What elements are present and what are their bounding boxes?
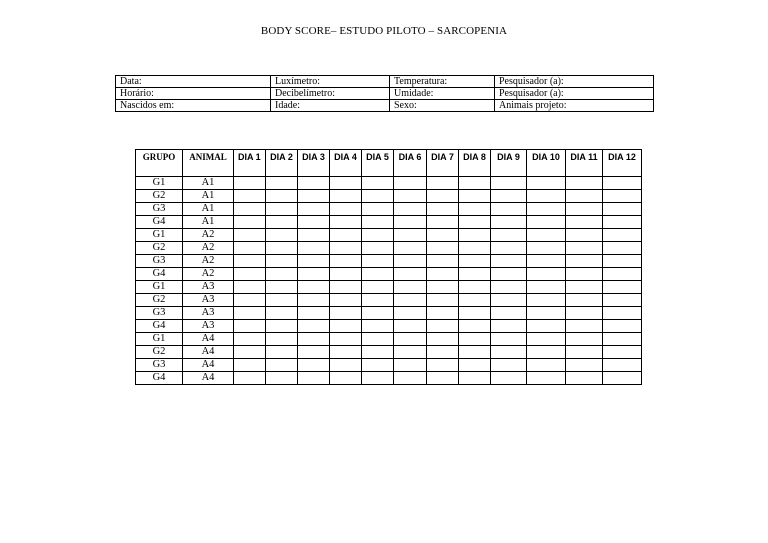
cell-dia-6[interactable] [394,255,427,268]
cell-dia-7[interactable] [427,242,459,255]
score-table-body [136,177,642,385]
cell-dia-4[interactable] [330,203,362,216]
cell-dia-8[interactable] [459,216,491,229]
cell-dia-8[interactable] [459,307,491,320]
cell-grupo: G2 [136,294,183,307]
cell-dia-8[interactable] [459,359,491,372]
cell-dia-8[interactable] [459,294,491,307]
cell-grupo: G4 [136,372,183,385]
cell-dia-9[interactable] [491,203,527,216]
cell-grupo: G2 [136,242,183,255]
info-row [116,100,654,112]
cell-dia-3[interactable] [298,203,330,216]
cell-dia-12[interactable] [603,190,642,203]
info-row [116,76,654,88]
cell-grupo: G4 [136,216,183,229]
cell-dia-7[interactable] [427,203,459,216]
info-cell-sex: Sexo: [390,100,495,112]
cell-animal: A2 [183,242,234,255]
cell-dia-2[interactable] [266,268,298,281]
cell-dia-3[interactable] [298,307,330,320]
cell-dia-3[interactable] [298,255,330,268]
cell-dia-2[interactable] [266,320,298,333]
cell-dia-5[interactable] [362,190,394,203]
cell-dia-11[interactable] [566,359,603,372]
cell-dia-2[interactable] [266,177,298,190]
table-row [136,268,642,281]
info-cell-project-animals: Animais projeto: [495,100,654,112]
cell-dia-1[interactable] [234,177,266,190]
cell-dia-9[interactable] [491,268,527,281]
table-row [136,242,642,255]
table-row [136,359,642,372]
cell-dia-8[interactable] [459,177,491,190]
table-row [136,229,642,242]
cell-dia-11[interactable] [566,229,603,242]
cell-dia-11[interactable] [566,320,603,333]
cell-dia-6[interactable] [394,203,427,216]
cell-dia-11[interactable] [566,307,603,320]
cell-dia-4[interactable] [330,359,362,372]
info-cell-time: Horário: [116,88,271,100]
cell-dia-2[interactable] [266,203,298,216]
header-animal: ANIMAL [183,150,234,177]
cell-dia-11[interactable] [566,333,603,346]
info-row [116,88,654,100]
cell-dia-8[interactable] [459,320,491,333]
cell-dia-4[interactable] [330,372,362,385]
cell-dia-6[interactable] [394,229,427,242]
cell-dia-1[interactable] [234,268,266,281]
cell-dia-8[interactable] [459,190,491,203]
cell-dia-3[interactable] [298,281,330,294]
cell-dia-10[interactable] [527,307,566,320]
cell-dia-10[interactable] [527,346,566,359]
cell-dia-10[interactable] [527,242,566,255]
cell-animal: A1 [183,203,234,216]
cell-dia-3[interactable] [298,229,330,242]
cell-dia-10[interactable] [527,320,566,333]
cell-dia-10[interactable] [527,255,566,268]
cell-grupo: G4 [136,320,183,333]
cell-dia-10[interactable] [527,203,566,216]
cell-dia-11[interactable] [566,281,603,294]
cell-grupo: G3 [136,359,183,372]
cell-dia-8[interactable] [459,268,491,281]
header-dia-1: DIA 1 [234,150,266,177]
cell-dia-7[interactable] [427,255,459,268]
cell-dia-8[interactable] [459,372,491,385]
cell-dia-9[interactable] [491,255,527,268]
cell-animal: A2 [183,229,234,242]
cell-dia-8[interactable] [459,346,491,359]
cell-dia-5[interactable] [362,307,394,320]
cell-dia-2[interactable] [266,229,298,242]
cell-dia-3[interactable] [298,294,330,307]
cell-dia-4[interactable] [330,307,362,320]
cell-dia-7[interactable] [427,294,459,307]
cell-dia-7[interactable] [427,372,459,385]
cell-dia-2[interactable] [266,307,298,320]
table-row [136,333,642,346]
cell-animal: A3 [183,281,234,294]
cell-dia-5[interactable] [362,372,394,385]
cell-dia-10[interactable] [527,229,566,242]
cell-dia-1[interactable] [234,359,266,372]
cell-dia-3[interactable] [298,242,330,255]
cell-dia-3[interactable] [298,346,330,359]
cell-dia-9[interactable] [491,320,527,333]
cell-dia-1[interactable] [234,203,266,216]
header-dia-11: DIA 11 [566,150,603,177]
info-cell-researcher: Pesquisador (a): [495,88,654,100]
info-cell-age: Idade: [271,100,390,112]
cell-dia-9[interactable] [491,307,527,320]
cell-dia-12[interactable] [603,372,642,385]
cell-dia-12[interactable] [603,216,642,229]
cell-dia-9[interactable] [491,333,527,346]
cell-dia-12[interactable] [603,229,642,242]
cell-dia-10[interactable] [527,281,566,294]
cell-dia-1[interactable] [234,216,266,229]
cell-dia-1[interactable] [234,255,266,268]
cell-dia-10[interactable] [527,268,566,281]
cell-dia-12[interactable] [603,281,642,294]
cell-grupo: G2 [136,190,183,203]
header-dia-6: DIA 6 [394,150,427,177]
cell-grupo: G1 [136,333,183,346]
table-row [136,255,642,268]
header-dia-2: DIA 2 [266,150,298,177]
cell-dia-12[interactable] [603,268,642,281]
cell-animal: A3 [183,320,234,333]
document-title: BODY SCORE– ESTUDO PILOTO – SARCOPENIA [260,25,508,37]
cell-dia-11[interactable] [566,203,603,216]
cell-dia-5[interactable] [362,268,394,281]
cell-dia-12[interactable] [603,346,642,359]
info-cell-decibel-meter: Decibelímetro: [271,88,390,100]
cell-dia-9[interactable] [491,242,527,255]
cell-dia-8[interactable] [459,333,491,346]
cell-dia-7[interactable] [427,177,459,190]
score-table-header [136,150,642,177]
cell-grupo: G1 [136,281,183,294]
cell-dia-12[interactable] [603,294,642,307]
cell-dia-11[interactable] [566,346,603,359]
cell-dia-5[interactable] [362,203,394,216]
cell-dia-5[interactable] [362,242,394,255]
cell-dia-6[interactable] [394,307,427,320]
cell-dia-6[interactable] [394,190,427,203]
header-dia-5: DIA 5 [362,150,394,177]
cell-dia-9[interactable] [491,372,527,385]
table-row [136,177,642,190]
cell-dia-7[interactable] [427,307,459,320]
cell-dia-1[interactable] [234,333,266,346]
cell-dia-9[interactable] [491,190,527,203]
cell-animal: A2 [183,255,234,268]
cell-dia-2[interactable] [266,294,298,307]
cell-dia-4[interactable] [330,177,362,190]
cell-dia-5[interactable] [362,216,394,229]
cell-dia-3[interactable] [298,320,330,333]
cell-grupo: G3 [136,255,183,268]
cell-dia-10[interactable] [527,177,566,190]
table-row [136,294,642,307]
cell-dia-4[interactable] [330,190,362,203]
cell-dia-6[interactable] [394,268,427,281]
cell-dia-9[interactable] [491,281,527,294]
cell-dia-6[interactable] [394,372,427,385]
cell-dia-5[interactable] [362,177,394,190]
table-row [136,320,642,333]
cell-dia-6[interactable] [394,177,427,190]
cell-dia-9[interactable] [491,177,527,190]
cell-dia-4[interactable] [330,255,362,268]
table-row [136,307,642,320]
cell-dia-9[interactable] [491,216,527,229]
info-table [115,75,654,112]
cell-dia-2[interactable] [266,346,298,359]
cell-animal: A1 [183,190,234,203]
cell-dia-3[interactable] [298,216,330,229]
table-row [136,281,642,294]
cell-dia-11[interactable] [566,190,603,203]
cell-dia-2[interactable] [266,216,298,229]
header-dia-10: DIA 10 [527,150,566,177]
header-dia-7: DIA 7 [427,150,459,177]
cell-dia-5[interactable] [362,294,394,307]
cell-dia-6[interactable] [394,216,427,229]
cell-animal: A4 [183,359,234,372]
cell-dia-1[interactable] [234,346,266,359]
cell-dia-7[interactable] [427,359,459,372]
cell-dia-1[interactable] [234,307,266,320]
cell-dia-3[interactable] [298,268,330,281]
cell-dia-10[interactable] [527,294,566,307]
cell-dia-4[interactable] [330,216,362,229]
cell-animal: A4 [183,372,234,385]
cell-dia-7[interactable] [427,320,459,333]
cell-dia-3[interactable] [298,333,330,346]
cell-dia-9[interactable] [491,294,527,307]
cell-dia-8[interactable] [459,229,491,242]
cell-dia-12[interactable] [603,177,642,190]
info-cell-temperature: Temperatura: [390,76,495,88]
header-dia-4: DIA 4 [330,150,362,177]
cell-grupo: G3 [136,203,183,216]
cell-dia-5[interactable] [362,281,394,294]
cell-dia-6[interactable] [394,346,427,359]
cell-dia-11[interactable] [566,372,603,385]
cell-dia-12[interactable] [603,320,642,333]
cell-animal: A1 [183,216,234,229]
cell-dia-3[interactable] [298,190,330,203]
cell-dia-7[interactable] [427,268,459,281]
cell-dia-1[interactable] [234,294,266,307]
cell-grupo: G1 [136,229,183,242]
cell-dia-6[interactable] [394,333,427,346]
cell-dia-12[interactable] [603,333,642,346]
cell-dia-4[interactable] [330,242,362,255]
cell-dia-2[interactable] [266,333,298,346]
header-dia-3: DIA 3 [298,150,330,177]
table-row [136,346,642,359]
cell-dia-5[interactable] [362,255,394,268]
cell-dia-4[interactable] [330,333,362,346]
cell-dia-1[interactable] [234,190,266,203]
cell-dia-7[interactable] [427,346,459,359]
cell-dia-10[interactable] [527,359,566,372]
table-row [136,203,642,216]
cell-dia-5[interactable] [362,333,394,346]
cell-dia-11[interactable] [566,177,603,190]
cell-animal: A3 [183,294,234,307]
cell-dia-2[interactable] [266,372,298,385]
cell-dia-7[interactable] [427,190,459,203]
cell-animal: A1 [183,177,234,190]
cell-dia-1[interactable] [234,320,266,333]
cell-grupo: G2 [136,346,183,359]
cell-dia-2[interactable] [266,359,298,372]
info-cell-humidity: Umidade: [390,88,495,100]
cell-dia-2[interactable] [266,255,298,268]
cell-grupo: G4 [136,268,183,281]
cell-dia-5[interactable] [362,359,394,372]
cell-dia-3[interactable] [298,372,330,385]
cell-dia-2[interactable] [266,242,298,255]
cell-dia-12[interactable] [603,242,642,255]
cell-dia-9[interactable] [491,229,527,242]
cell-dia-11[interactable] [566,268,603,281]
header-grupo: GRUPO [136,150,183,177]
cell-dia-6[interactable] [394,242,427,255]
cell-animal: A2 [183,268,234,281]
cell-dia-12[interactable] [603,307,642,320]
cell-grupo: G3 [136,307,183,320]
cell-dia-2[interactable] [266,190,298,203]
info-cell-date: Data: [116,76,271,88]
cell-dia-1[interactable] [234,229,266,242]
info-cell-luximeter: Luxímetro: [271,76,390,88]
cell-dia-9[interactable] [491,346,527,359]
cell-dia-9[interactable] [491,359,527,372]
cell-dia-12[interactable] [603,359,642,372]
cell-dia-8[interactable] [459,242,491,255]
table-row [136,372,642,385]
cell-dia-12[interactable] [603,203,642,216]
cell-dia-4[interactable] [330,281,362,294]
score-table [135,149,642,385]
cell-dia-4[interactable] [330,320,362,333]
info-cell-researcher: Pesquisador (a): [495,76,654,88]
info-cell-born-on: Nascidos em: [116,100,271,112]
cell-dia-6[interactable] [394,359,427,372]
cell-dia-11[interactable] [566,294,603,307]
cell-animal: A4 [183,333,234,346]
cell-dia-6[interactable] [394,294,427,307]
cell-animal: A4 [183,346,234,359]
cell-dia-6[interactable] [394,281,427,294]
cell-dia-3[interactable] [298,359,330,372]
cell-dia-10[interactable] [527,372,566,385]
cell-dia-12[interactable] [603,255,642,268]
cell-dia-5[interactable] [362,320,394,333]
cell-dia-10[interactable] [527,190,566,203]
cell-grupo: G1 [136,177,183,190]
cell-dia-7[interactable] [427,281,459,294]
cell-dia-3[interactable] [298,177,330,190]
table-row [136,216,642,229]
cell-dia-4[interactable] [330,229,362,242]
cell-dia-11[interactable] [566,216,603,229]
cell-dia-8[interactable] [459,281,491,294]
cell-dia-1[interactable] [234,372,266,385]
table-row [136,190,642,203]
cell-dia-8[interactable] [459,203,491,216]
header-dia-8: DIA 8 [459,150,491,177]
cell-dia-1[interactable] [234,242,266,255]
cell-dia-2[interactable] [266,281,298,294]
header-dia-9: DIA 9 [491,150,527,177]
cell-dia-4[interactable] [330,346,362,359]
header-dia-12: DIA 12 [603,150,642,177]
cell-dia-11[interactable] [566,242,603,255]
cell-dia-7[interactable] [427,229,459,242]
cell-dia-4[interactable] [330,294,362,307]
cell-dia-10[interactable] [527,333,566,346]
cell-animal: A3 [183,307,234,320]
cell-dia-7[interactable] [427,333,459,346]
cell-dia-5[interactable] [362,229,394,242]
cell-dia-1[interactable] [234,281,266,294]
cell-dia-7[interactable] [427,216,459,229]
cell-dia-5[interactable] [362,346,394,359]
cell-dia-11[interactable] [566,255,603,268]
cell-dia-10[interactable] [527,216,566,229]
cell-dia-6[interactable] [394,320,427,333]
cell-dia-8[interactable] [459,255,491,268]
cell-dia-4[interactable] [330,268,362,281]
